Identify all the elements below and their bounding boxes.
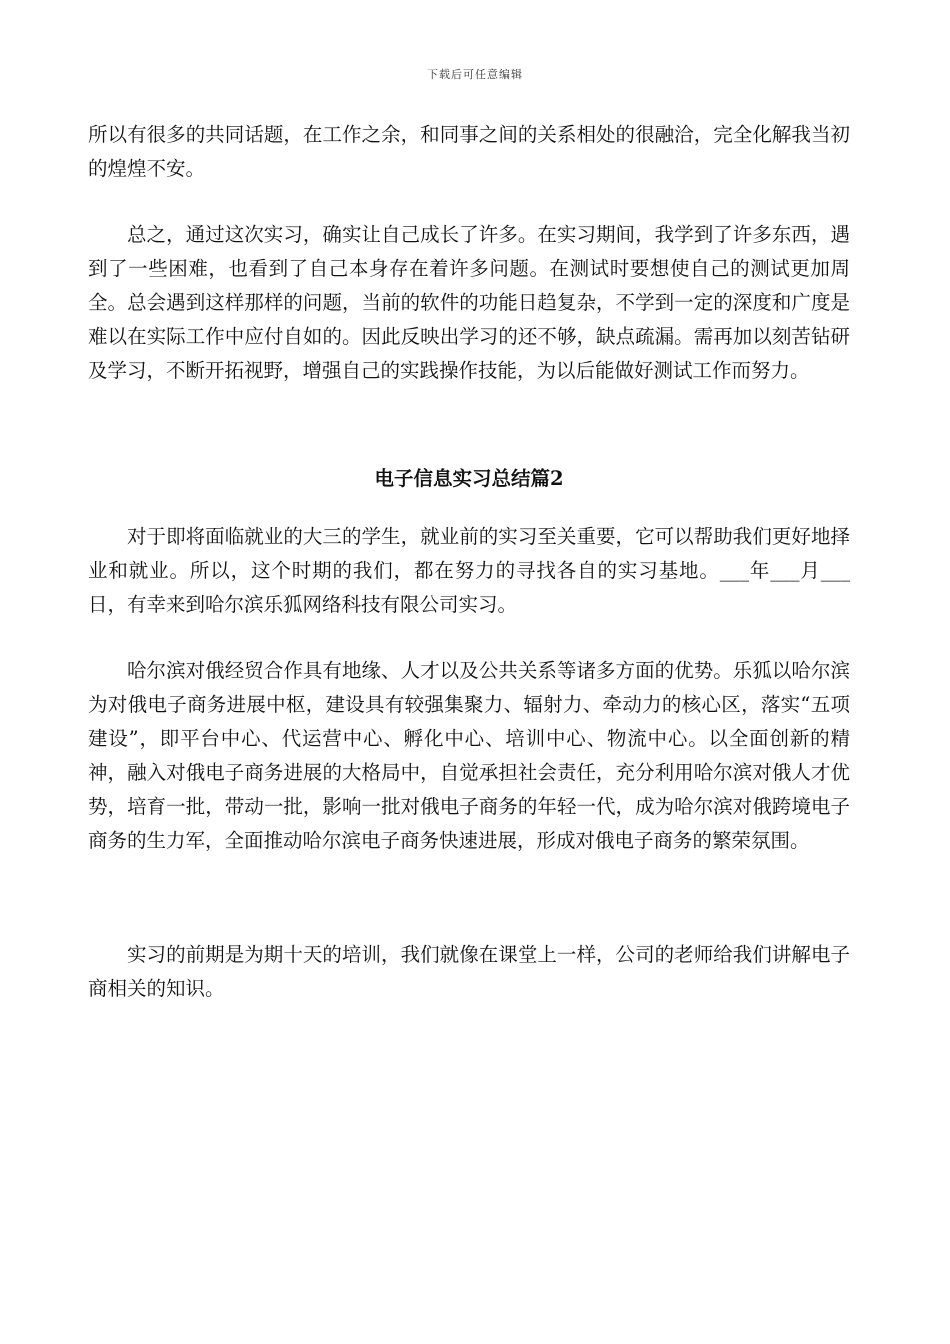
paragraph-company: 哈尔滨对俄经贸合作具有地缘、人才以及公共关系等诸多方面的优势。乐狐以哈尔滨为对俄电子商务进展中枢，建设具有较强集聚力、辐射力、牵动力的核心区，落实“五项建设”，即平台中心、代运营中心、孵化中心、培训中心、物流中心。以全面创新的精神，融入对俄电子商务进展的大格局中，自觉承担社会责任，充分利用哈尔滨对俄人才优势，培育一批，带动一批，影响一批对俄电子商务的年轻一代，成为哈尔滨对俄跨境电子商务的生力军，全面推动哈尔滨电子商务快速进展，形成对俄电子商务的繁荣氛围。 (88, 659, 850, 852)
section-heading: 电子信息实习总结篇2 (374, 467, 564, 490)
paragraph-continuation: 所以有很多的共同话题，在工作之余，和同事之间的关系相处的很融洽，完全化解我当初的煌煌不安。 (88, 123, 850, 180)
paragraph-training: 实习的前期是为期十天的培训，我们就像在课堂上一样，公司的老师给我们讲解电子商相关的知识。 (88, 943, 850, 1000)
paragraph-summary: 总之，通过这次实习，确实让自己成长了许多。在实习期间，我学到了许多东西，遇到了一些困难，也看到了自己本身存在着许多问题。在测试时要想使自己的测试更加周全。总会遇到这样那样的问题，当前的软件的功能日趋复杂，不学到一定的深度和广度是难以在实际工作中应付自如的。因此反映出学习的还不够，缺点疏漏。需再加以刻苦钻研及学习，不断开拓视野，增强自己的实践操作技能，为以后能做好测试工作而努力。 (88, 223, 850, 382)
paragraph-intro: 对于即将面临就业的大三的学生，就业前的实习至关重要，它可以帮助我们更好地择业和就业。所以，这个时期的我们，都在努力的寻找各自的实习基地。___年___月___日，有幸来到哈尔滨乐狐网络科技有限公司实习。 (88, 525, 850, 616)
page-header-note: 下载后可任意编辑 (427, 68, 523, 81)
